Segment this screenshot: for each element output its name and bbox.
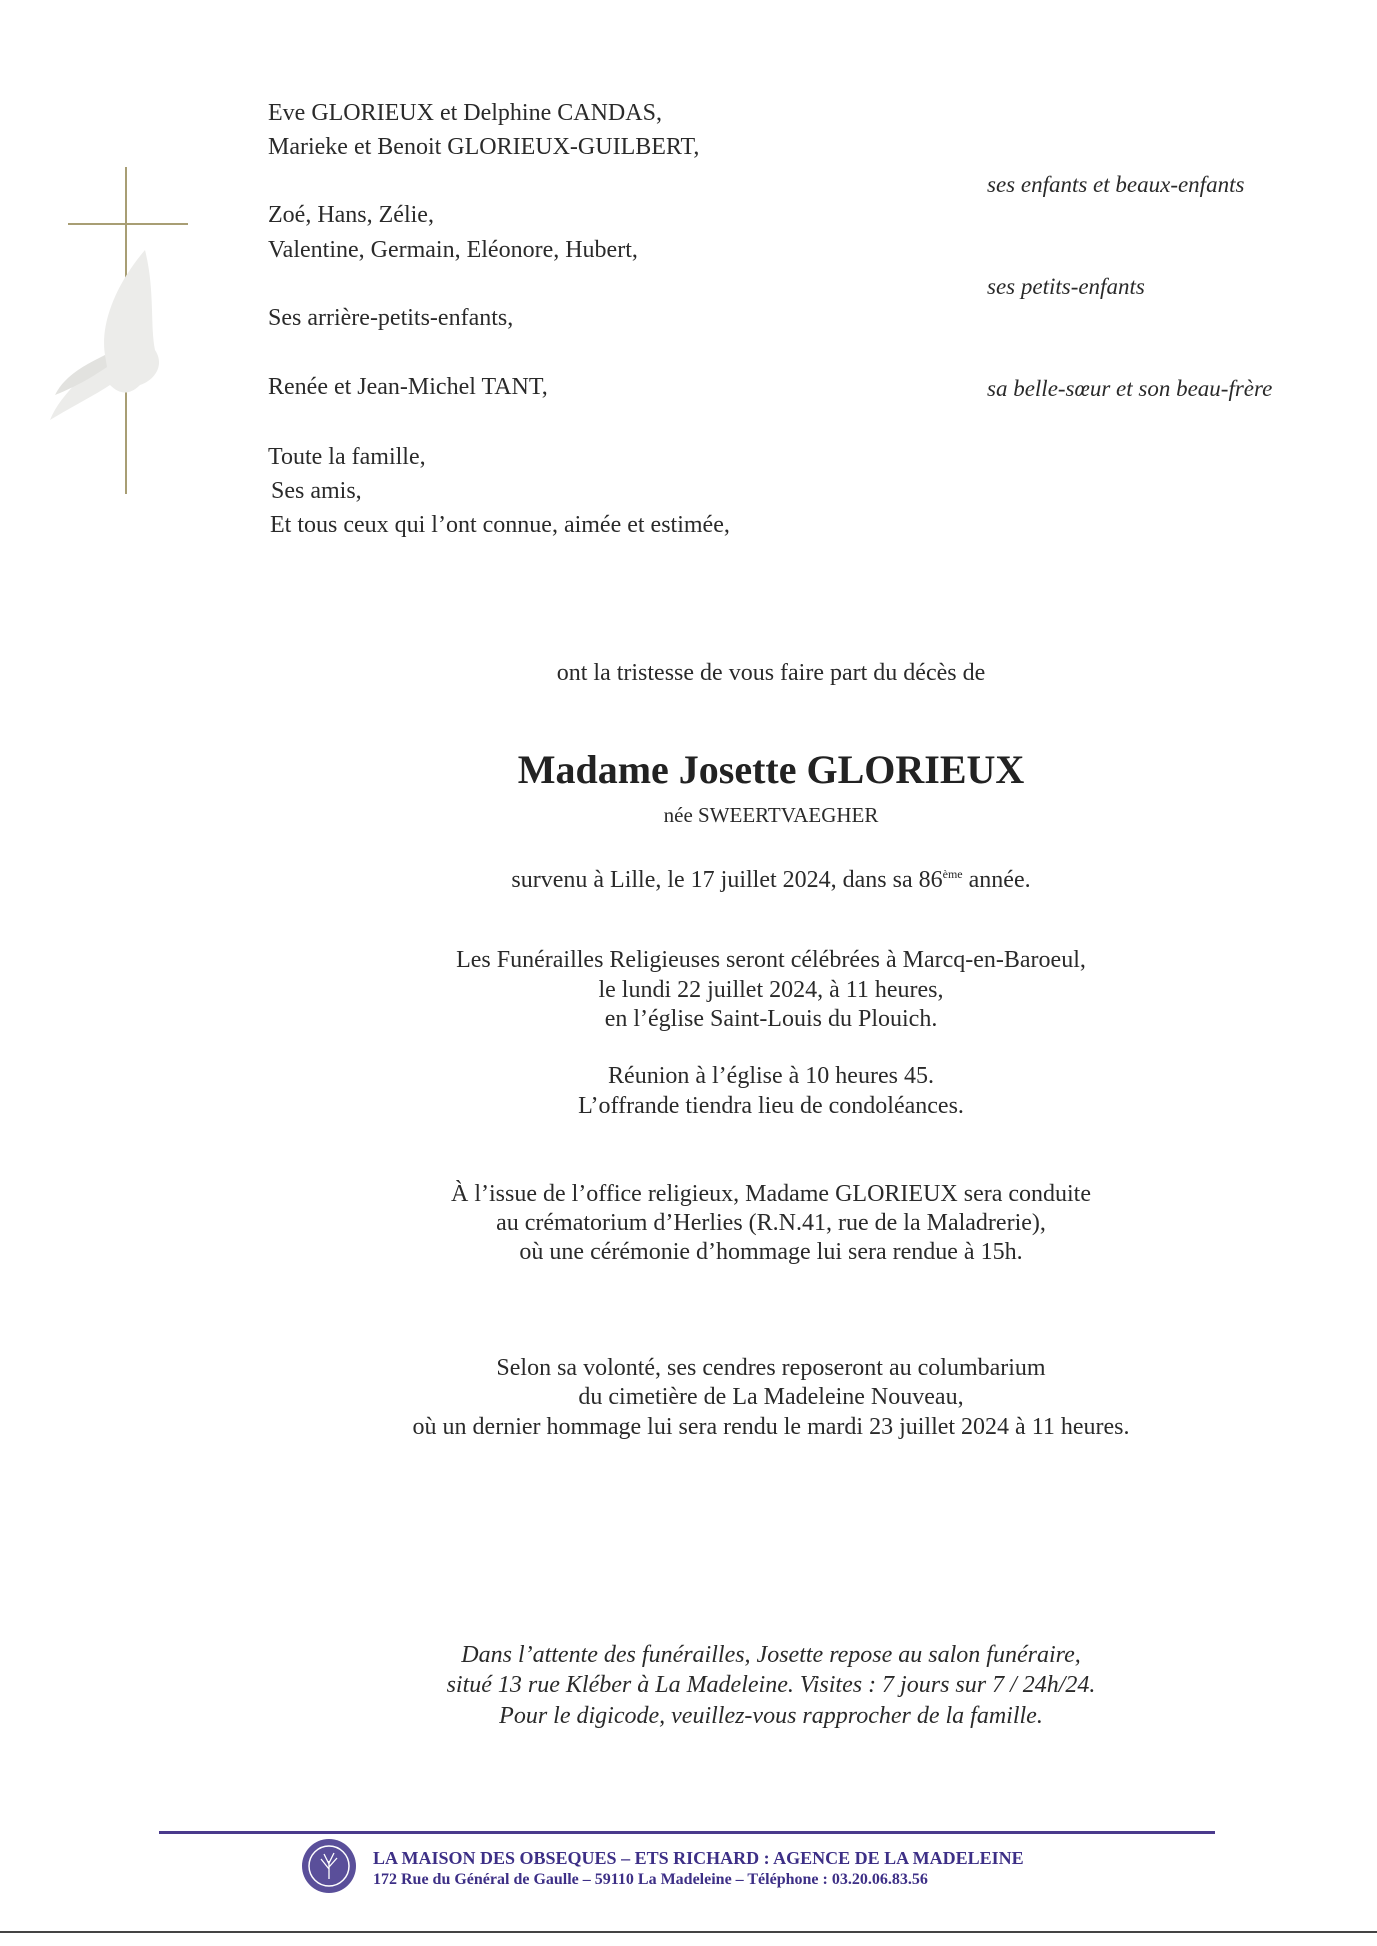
- deceased-name: Madame Josette GLORIEUX: [517, 747, 1025, 792]
- grandchildren-line-2: Valentine, Germain, Eléonore, Hubert,: [268, 237, 638, 263]
- in-laws-relation: sa belle-sœur et son beau-frère: [987, 376, 1273, 401]
- maiden-name: née SWEERTVAEGHER: [663, 803, 879, 827]
- children-line-1: Eve GLORIEUX et Delphine CANDAS,: [268, 100, 662, 126]
- page-bottom-edge: [0, 1931, 1377, 1933]
- funeral-line-3: en l’église Saint-Louis du Plouich.: [604, 1006, 938, 1032]
- others-line-3: Et tous ceux qui l’ont connue, aimée et estimée,: [270, 512, 730, 538]
- cremation-line-3: où une cérémonie d’hommage lui sera rendue à 15h.: [519, 1239, 1023, 1265]
- meeting-line-2: L’offrande tiendra lieu de condoléances.: [578, 1093, 964, 1119]
- cross-icon-bar: [68, 223, 188, 225]
- children-relation: ses enfants et beaux-enfants: [987, 172, 1245, 197]
- funeral-line-1: Les Funérailles Religieuses seront célébrées à Marcq-en-Baroeul,: [456, 947, 1086, 973]
- children-line-2: Marieke et Benoit GLORIEUX-GUILBERT,: [268, 134, 700, 160]
- ashes-line-1: Selon sa volonté, ses cendres reposeront au columbarium: [496, 1355, 1046, 1381]
- footer-divider: [159, 1831, 1215, 1834]
- footer-address: 172 Rue du Général de Gaulle – 59110 La Madeleine – Téléphone : 03.20.06.83.56: [373, 1871, 928, 1888]
- great-grandchildren: Ses arrière-petits-enfants,: [268, 305, 514, 331]
- others-line-2: Ses amis,: [271, 478, 362, 504]
- dove-icon: [45, 245, 195, 430]
- grandchildren-relation: ses petits-enfants: [987, 274, 1145, 299]
- ashes-line-2: du cimetière de La Madeleine Nouveau,: [578, 1384, 964, 1410]
- death-text-end: année.: [962, 867, 1031, 893]
- visits-line-1: Dans l’attente des funérailles, Josette repose au salon funéraire,: [461, 1642, 1081, 1668]
- death-text: survenu à Lille, le 17 juillet 2024, dans sa 86: [511, 867, 943, 893]
- meeting-line-1: Réunion à l’église à 10 heures 45.: [608, 1063, 934, 1089]
- death-details: [0, 859, 1377, 895]
- visits-line-2: situé 13 rue Kléber à La Madeleine. Visites : 7 jours sur 7 / 24h/24.: [446, 1672, 1096, 1698]
- funeral-line-2: le lundi 22 juillet 2024, à 11 heures,: [598, 977, 944, 1003]
- ashes-line-3: où un dernier hommage lui sera rendu le mardi 23 juillet 2024 à 11 heures.: [412, 1414, 1130, 1440]
- announcement-intro: ont la tristesse de vous faire part du décès de: [556, 660, 986, 686]
- cremation-line-1: À l’issue de l’office religieux, Madame GLORIEUX sera conduite: [450, 1181, 1092, 1207]
- in-laws: Renée et Jean-Michel TANT,: [268, 374, 548, 400]
- others-line-1: Toute la famille,: [268, 444, 426, 470]
- tree-logo-icon: [302, 1839, 356, 1893]
- visits-line-3: Pour le digicode, veuillez-vous rapprocher de la famille.: [499, 1703, 1043, 1729]
- cremation-line-2: au crématorium d’Herlies (R.N.41, rue de la Maladrerie),: [496, 1210, 1046, 1236]
- footer-company: LA MAISON DES OBSEQUES – ETS RICHARD : AGENCE DE LA MADELEINE: [373, 1848, 1024, 1868]
- grandchildren-line-1: Zoé, Hans, Zélie,: [268, 202, 434, 228]
- ordinal-suffix: ème: [942, 867, 963, 881]
